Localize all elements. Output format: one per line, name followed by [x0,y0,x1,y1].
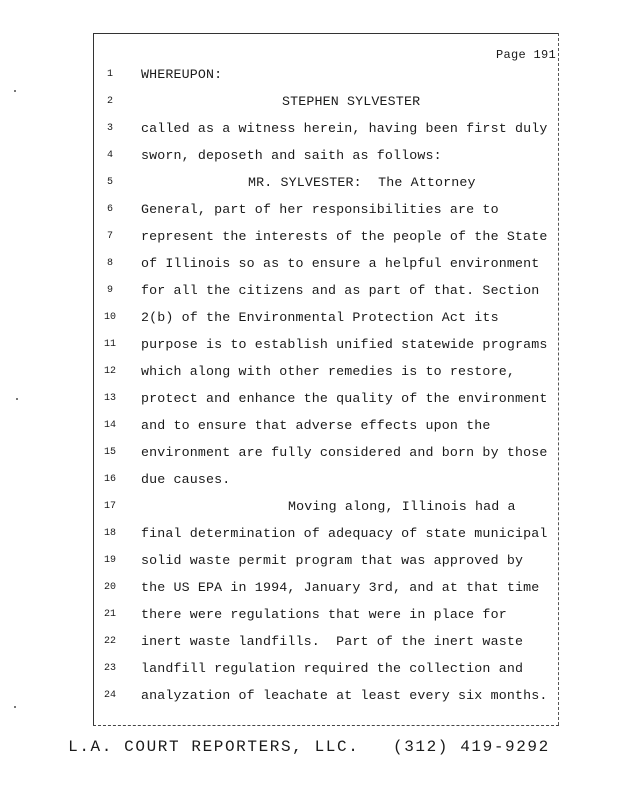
page-right-border [558,33,559,725]
line-number: 2 [106,96,113,107]
line-number: 7 [106,231,113,242]
scan-speck [16,398,18,400]
line-number: 4 [106,150,113,161]
transcript-line: solid waste permit program that was approved by [141,553,524,568]
line-number: 10 [103,312,116,323]
transcript-line: environment are fully considered and born by those [141,445,548,460]
line-number: 21 [103,609,116,620]
transcript-line: due causes. [141,472,231,487]
transcript-line: landfill regulation required the collection and [141,661,524,676]
line-number: 14 [103,420,116,431]
line-number: 3 [106,123,113,134]
transcript-line: 2(b) of the Environmental Protection Act its [141,310,499,325]
transcript-line: inert waste landfills. Part of the inert waste [141,634,524,649]
scan-speck [14,706,16,708]
transcript-page-frame [93,33,559,726]
line-number: 16 [103,474,116,485]
line-number: 20 [103,582,116,593]
transcript-line: the US EPA in 1994, January 3rd, and at that time [141,580,540,595]
transcript-line: WHEREUPON: [141,67,223,82]
transcript-line: called as a witness herein, having been first duly [141,121,548,136]
transcript-line: of Illinois so as to ensure a helpful environment [141,256,540,271]
page-bottom-border [93,725,559,726]
transcript-line: there were regulations that were in place for [141,607,507,622]
line-number: 12 [103,366,116,377]
line-number: 19 [103,555,116,566]
transcript-line: and to ensure that adverse effects upon the [141,418,491,433]
line-number: 5 [106,177,113,188]
line-number: 24 [103,690,116,701]
scan-speck [14,90,16,92]
line-number: 6 [106,204,113,215]
line-number: 11 [103,339,116,350]
line-number: 23 [103,663,116,674]
transcript-line: Moving along, Illinois had a [288,499,516,514]
transcript-line: protect and enhance the quality of the environment [141,391,548,406]
transcript-line: sworn, deposeth and saith as follows: [141,148,442,163]
line-number: 15 [103,447,116,458]
line-number: 1 [106,69,113,80]
line-number: 9 [106,285,113,296]
line-number: 13 [103,393,116,404]
transcript-line: purpose is to establish unified statewide programs [141,337,548,352]
transcript-line: which along with other remedies is to restore, [141,364,515,379]
line-number: 8 [106,258,113,269]
line-number: 18 [103,528,116,539]
transcript-line: final determination of adequacy of state municipal [141,526,548,541]
court-reporter-footer: L.A. COURT REPORTERS, LLC. (312) 419-9292 [68,738,550,756]
line-number: 22 [103,636,116,647]
line-number: 17 [103,501,116,512]
transcript-line: represent the interests of the people of the State [141,229,548,244]
transcript-line: analyzation of leachate at least every six months. [141,688,548,703]
transcript-line: General, part of her responsibilities are to [141,202,499,217]
page-number-label: Page 191 [496,48,557,62]
transcript-line: for all the citizens and as part of that. Section [141,283,540,298]
transcript-line: STEPHEN SYLVESTER [282,94,421,109]
transcript-line: MR. SYLVESTER: The Attorney [248,175,476,190]
